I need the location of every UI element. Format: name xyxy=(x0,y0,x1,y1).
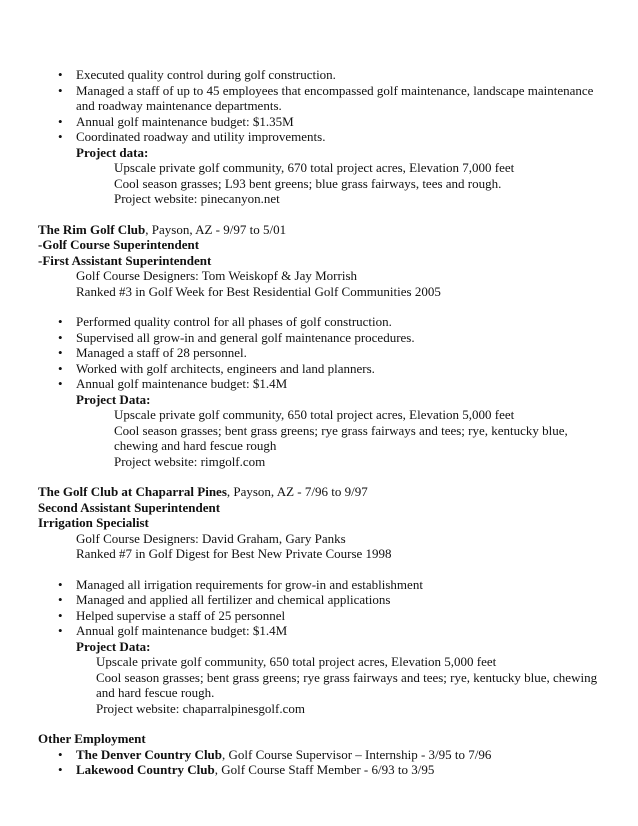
project-data-line: Upscale private golf community, 670 total project acres, Elevation 7,000 feet xyxy=(114,160,515,175)
job-heading xyxy=(38,222,608,238)
bullet-item: • Annual golf maintenance budget: $1.35M xyxy=(38,114,608,130)
employment-detail: , Golf Course Supervisor – Internship - 3/95 to 7/96 xyxy=(222,746,492,762)
job-title: -Golf Course Superintendent xyxy=(38,237,200,252)
bullet-item: • Worked with golf architects, engineers and land planners. xyxy=(38,361,608,377)
project-data-line: Cool season grasses; bent grass greens; rye grass fairways and tees; rye, kentucky blue, chewing and hard fescue rough xyxy=(114,422,568,453)
project-data-line: Upscale private golf community, 650 total project acres, Elevation 5,000 feet xyxy=(96,654,497,669)
project-data-block xyxy=(38,145,608,207)
club-location-dates: , Payson, AZ - 7/96 to 9/97 xyxy=(226,484,368,499)
rim-section xyxy=(38,222,608,470)
chaparral-section xyxy=(38,484,608,716)
project-data-line: Project website: pinecanyon.net xyxy=(114,191,280,206)
project-data-lines xyxy=(76,407,608,469)
bullet-item: • Managed and applied all fertilizer and chemical applications xyxy=(38,592,608,608)
bullet-item: • Annual golf maintenance budget: $1.4M xyxy=(38,623,608,639)
project-data-line: Cool season grasses; L93 bent greens; blue grass fairways, tees and rough. xyxy=(114,175,502,191)
rim-bullets xyxy=(38,314,608,392)
job-title: Second Assistant Superintendent xyxy=(38,499,221,515)
project-data-label: Project data: xyxy=(76,144,149,160)
project-data-lines xyxy=(76,160,608,207)
project-data-line: Cool season grasses; bent grass greens; rye grass fairways and tees; rye, kentucky blue, chewing and hard fescue rough. xyxy=(96,669,598,700)
course-info-line: Ranked #3 in Golf Week for Best Residential Golf Communities 2005 xyxy=(76,283,441,299)
course-info-line: Golf Course Designers: Tom Weiskopf & Jay Morrish xyxy=(76,268,358,283)
project-data-line: Project website: rimgolf.com xyxy=(114,453,266,469)
bullet-item: • Managed a staff of up to 45 employees that encompassed golf maintenance, landscape maintenance and roadway maintenance departments. xyxy=(38,83,608,114)
bullet-item: • Helped supervise a staff of 25 personnel xyxy=(38,608,608,624)
employment-item xyxy=(38,747,608,763)
employment-detail: , Golf Course Staff Member - 6/93 to 3/95 xyxy=(214,762,435,777)
project-data-block xyxy=(38,639,608,717)
bullet-item: • Executed quality control during golf construction. xyxy=(38,67,608,83)
project-data-label: Project Data: xyxy=(76,391,151,407)
course-info xyxy=(38,268,608,299)
project-data-block xyxy=(38,392,608,470)
course-info-line: Golf Course Designers: David Graham, Gary Panks xyxy=(76,530,346,546)
bullet-item: • Managed a staff of 28 personnel. xyxy=(38,345,608,361)
club-name: The Golf Club at Chaparral Pines xyxy=(38,484,227,499)
pinecanyon-section xyxy=(38,67,608,207)
bullet-item: • Managed all irrigation requirements for grow-in and establishment xyxy=(38,577,608,593)
course-info xyxy=(38,531,608,562)
bullet-item: • Performed quality control for all phases of golf construction. xyxy=(38,314,608,330)
bullet-item: • Annual golf maintenance budget: $1.4M xyxy=(38,376,608,392)
employer-name: Lakewood Country Club xyxy=(76,762,215,777)
other-employment-list xyxy=(38,747,608,778)
employer-name: The Denver Country Club xyxy=(76,746,223,762)
course-info-line: Ranked #7 in Golf Digest for Best New Private Course 1998 xyxy=(76,546,392,561)
club-location-dates: , Payson, AZ - 9/97 to 5/01 xyxy=(145,221,287,237)
job-heading xyxy=(38,484,608,500)
section-heading: Other Employment xyxy=(38,731,146,746)
chaparral-bullets xyxy=(38,577,608,639)
employment-item xyxy=(38,762,608,778)
club-name: The Rim Golf Club xyxy=(38,221,146,237)
project-data-line: Project website: chaparralpinesgolf.com xyxy=(96,700,306,716)
bullet-item: • Coordinated roadway and utility improvements. xyxy=(38,129,608,145)
other-employment-section xyxy=(38,731,608,778)
job-title: -First Assistant Superintendent xyxy=(38,252,212,268)
pinecanyon-bullets xyxy=(38,67,608,145)
project-data-line: Upscale private golf community, 650 total project acres, Elevation 5,000 feet xyxy=(114,407,515,422)
job-title: Irrigation Specialist xyxy=(38,515,149,530)
project-data-label: Project Data: xyxy=(76,638,151,654)
bullet-item: • Supervised all grow-in and general golf maintenance procedures. xyxy=(38,330,608,346)
project-data-lines xyxy=(76,654,608,716)
resume-page xyxy=(38,67,608,778)
